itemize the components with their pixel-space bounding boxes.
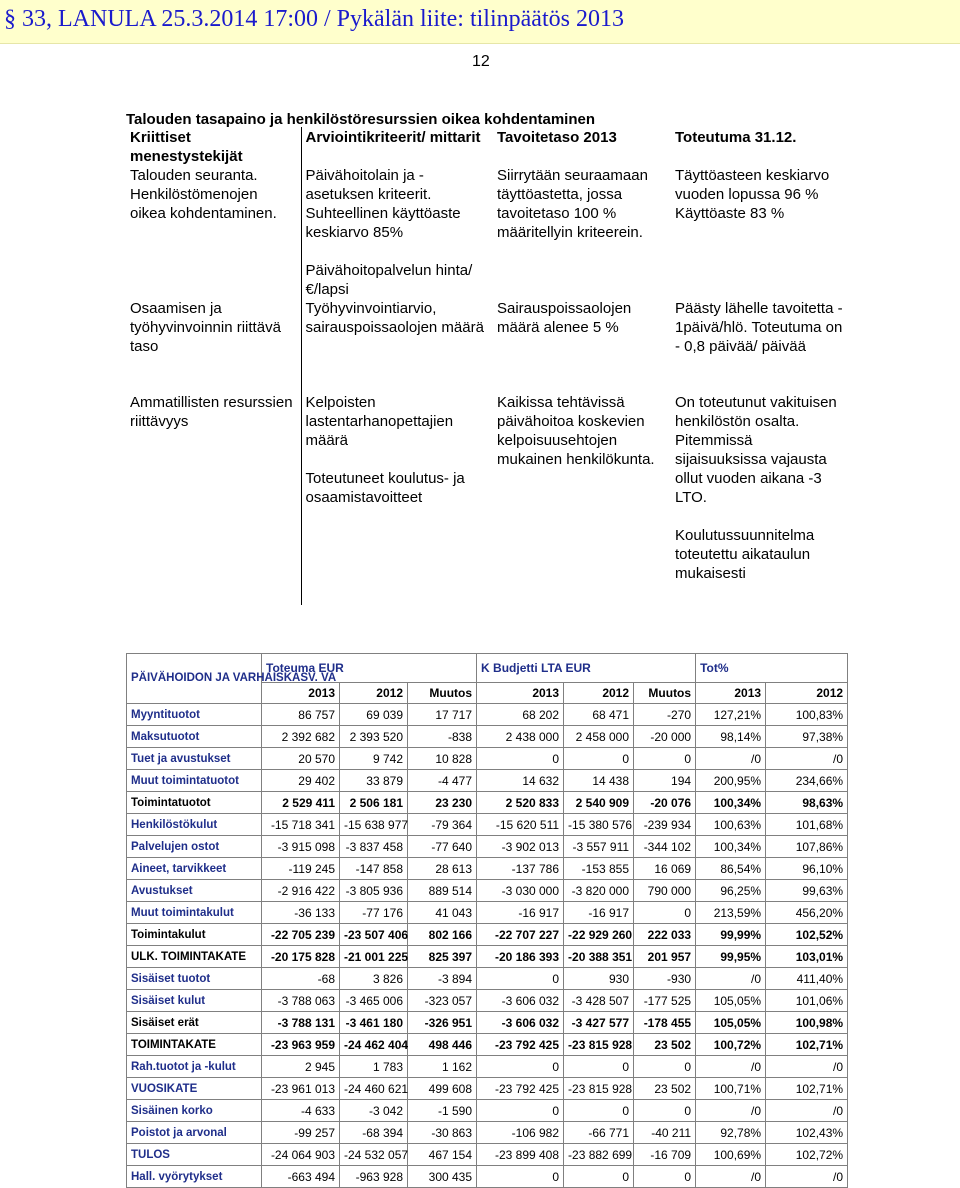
finance-year-header: 2012 [564,683,634,704]
finance-cell: 29 402 [262,770,340,792]
finance-row [127,792,848,814]
finance-cell: -3 837 458 [340,836,408,858]
finance-group-header-row [127,654,848,683]
finance-cell: /0 [696,968,766,990]
finance-cell: 100,72% [696,1034,766,1056]
finance-cell: 790 000 [634,880,696,902]
finance-cell: -3 557 911 [564,836,634,858]
finance-cell: -79 364 [408,814,477,836]
finance-cell: -3 427 577 [564,1012,634,1034]
finance-year-header: 2013 [696,683,766,704]
finance-cell: 0 [634,748,696,770]
finance-cell: -24 460 621 [340,1078,408,1100]
criteria-outcome: Täyttöasteen keskiarvo vuoden lopussa 96 % Käyttöaste 83 % [675,167,830,222]
finance-cell: 98,14% [696,726,766,748]
finance-cell: -22 707 227 [477,924,564,946]
finance-cell: 100,63% [696,814,766,836]
finance-cell: -68 [262,968,340,990]
finance-cell: -3 428 507 [564,990,634,1012]
finance-cell: -178 455 [634,1012,696,1034]
finance-cell: -23 792 425 [477,1034,564,1056]
finance-cell: 234,66% [766,770,848,792]
finance-cell: -326 951 [408,1012,477,1034]
finance-cell: 2 392 682 [262,726,340,748]
finance-row-label: Sisäiset kulut [127,990,262,1012]
finance-cell: -23 961 013 [262,1078,340,1100]
finance-table [126,653,848,1188]
criteria-target: Kaikissa tehtävissä päivähoitoa koskevien kelpoisuusehtojen mukainen henkilökunta. [497,394,655,468]
finance-row [127,1078,848,1100]
finance-row [127,858,848,880]
finance-row-label: Myyntituotot [127,704,262,726]
criteria-row [126,393,848,605]
finance-row-label: Sisäiset erät [127,1012,262,1034]
finance-cell: 103,01% [766,946,848,968]
finance-row [127,1012,848,1034]
finance-cell: -20 000 [634,726,696,748]
finance-cell: 213,59% [696,902,766,924]
criteria-header-indicator: Arviointikriteerit/ mittarit [301,127,493,166]
finance-cell: 23 502 [634,1078,696,1100]
finance-cell: 98,63% [766,792,848,814]
finance-cell: -838 [408,726,477,748]
criteria-indicator-text: Päivähoitolain ja -asetuksen kriteerit. Suhteellinen käyttöaste keskiarvo 85% [305,167,461,241]
finance-cell: 0 [477,968,564,990]
finance-cell: 86 757 [262,704,340,726]
section-title: Talouden tasapaino ja henkilöstöresurssien oikea kohdentaminen [126,111,596,128]
finance-cell: -77 640 [408,836,477,858]
finance-cell: 101,68% [766,814,848,836]
finance-group-actual: Toteuma EUR [262,654,477,683]
finance-cell: -20 186 393 [477,946,564,968]
finance-cell: -23 899 408 [477,1144,564,1166]
finance-cell: 802 166 [408,924,477,946]
finance-cell: 100,83% [766,704,848,726]
criteria-target: Sairauspoissaolojen määrä alenee 5 % [497,300,632,336]
finance-row [127,836,848,858]
criteria-header-outcome: Toteutuma 31.12. [675,129,797,146]
finance-cell: -963 928 [340,1166,408,1188]
criteria-factor: Talouden seuranta. Henkilöstömenojen oikea kohdentaminen. [130,167,277,222]
criteria-table [126,127,849,605]
finance-row [127,1100,848,1122]
finance-cell: 222 033 [634,924,696,946]
finance-cell: 69 039 [340,704,408,726]
finance-cell: -16 709 [634,1144,696,1166]
finance-row-label: ULK. TOIMINTAKATE [127,946,262,968]
finance-cell: -3 902 013 [477,836,564,858]
finance-row-label: Avustukset [127,880,262,902]
finance-row-label: Hall. vyörytykset [127,1166,262,1188]
finance-cell: 102,52% [766,924,848,946]
finance-cell: 2 458 000 [564,726,634,748]
finance-cell: 68 202 [477,704,564,726]
finance-cell: -30 863 [408,1122,477,1144]
criteria-outcome [671,393,848,605]
finance-cell: 107,86% [766,836,848,858]
finance-cell: 930 [564,968,634,990]
finance-cell: -3 030 000 [477,880,564,902]
finance-cell: -3 805 936 [340,880,408,902]
finance-row-label: VUOSIKATE [127,1078,262,1100]
finance-row [127,1034,848,1056]
finance-cell: 86,54% [696,858,766,880]
finance-cell: -3 915 098 [262,836,340,858]
finance-cell: -20 076 [634,792,696,814]
finance-cell: /0 [766,1100,848,1122]
finance-cell: -23 507 406 [340,924,408,946]
finance-cell: 100,71% [696,1078,766,1100]
finance-cell: -15 718 341 [262,814,340,836]
finance-cell: -15 380 576 [564,814,634,836]
finance-cell: -20 175 828 [262,946,340,968]
finance-row-label: TOIMINTAKATE [127,1034,262,1056]
finance-row-label: Muut toimintakulut [127,902,262,924]
finance-cell: -16 917 [564,902,634,924]
finance-cell: 2 393 520 [340,726,408,748]
finance-cell: -119 245 [262,858,340,880]
finance-cell: 2 438 000 [477,726,564,748]
finance-cell: -3 606 032 [477,990,564,1012]
finance-row-label: Henkilöstökulut [127,814,262,836]
finance-cell: 2 529 411 [262,792,340,814]
finance-cell: -24 462 404 [340,1034,408,1056]
finance-cell: 97,38% [766,726,848,748]
finance-year-header: 2013 [262,683,340,704]
finance-cell: -1 590 [408,1100,477,1122]
finance-cell: -15 620 511 [477,814,564,836]
finance-cell: -270 [634,704,696,726]
criteria-indicator-text: Kelpoisten lastentarhanopettajien määrä [305,394,454,449]
finance-cell: -3 461 180 [340,1012,408,1034]
finance-row [127,924,848,946]
finance-row [127,814,848,836]
finance-cell: 23 502 [634,1034,696,1056]
document-header-banner: § 33, LANULA 25.3.2014 17:00 / Pykälän liite: tilinpäätös 2013 [0,0,960,44]
finance-cell: -3 894 [408,968,477,990]
finance-row-label: Sisäiset tuotot [127,968,262,990]
finance-cell: 17 717 [408,704,477,726]
finance-cell: 0 [477,1166,564,1188]
finance-row-label: Palvelujen ostot [127,836,262,858]
criteria-outcome: Päästy lähelle tavoitetta - 1päivä/hlö. Toteutuma on - 0,8 päivää/ päivää [675,300,843,355]
finance-cell: 99,95% [696,946,766,968]
finance-cell: -24 532 057 [340,1144,408,1166]
finance-cell: -3 042 [340,1100,408,1122]
finance-cell: 0 [564,748,634,770]
finance-cell: -77 176 [340,902,408,924]
finance-cell: -40 211 [634,1122,696,1144]
finance-row [127,1144,848,1166]
finance-cell: 2 540 909 [564,792,634,814]
finance-cell: /0 [696,1166,766,1188]
finance-year-header: Muutos [408,683,477,704]
finance-corner-label: PÄIVÄHOIDON JA VARHAISKASV. VA [127,654,262,704]
finance-cell: -4 633 [262,1100,340,1122]
finance-cell: -177 525 [634,990,696,1012]
finance-cell: -323 057 [408,990,477,1012]
finance-cell: 16 069 [634,858,696,880]
finance-cell: 100,34% [696,836,766,858]
finance-cell: -663 494 [262,1166,340,1188]
finance-cell: -344 102 [634,836,696,858]
finance-cell: /0 [766,748,848,770]
finance-cell: 10 828 [408,748,477,770]
finance-cell: -23 815 928 [564,1078,634,1100]
finance-cell: 28 613 [408,858,477,880]
finance-cell: 499 608 [408,1078,477,1100]
finance-cell: 0 [634,1100,696,1122]
finance-cell: 14 632 [477,770,564,792]
finance-cell: -23 963 959 [262,1034,340,1056]
finance-cell: -23 792 425 [477,1078,564,1100]
finance-cell: 101,06% [766,990,848,1012]
finance-cell: 14 438 [564,770,634,792]
finance-cell: 200,95% [696,770,766,792]
finance-row-label: Muut toimintatuotot [127,770,262,792]
criteria-indicator-extra: Päivähoitopalvelun hinta/€/lapsi [305,262,473,298]
finance-cell: -20 388 351 [564,946,634,968]
finance-row-label: Tuet ja avustukset [127,748,262,770]
finance-row-label: Toimintakulut [127,924,262,946]
finance-row-label: Aineet, tarvikkeet [127,858,262,880]
finance-row [127,770,848,792]
finance-cell: 100,34% [696,792,766,814]
finance-cell: 3 826 [340,968,408,990]
finance-row [127,968,848,990]
finance-cell: 105,05% [696,990,766,1012]
finance-cell: 127,21% [696,704,766,726]
finance-year-header: 2012 [766,683,848,704]
finance-cell: -106 982 [477,1122,564,1144]
finance-cell: 96,25% [696,880,766,902]
finance-row-label: Maksutuotot [127,726,262,748]
criteria-outcome-text: On toteutunut vakituisen henkilöstön osalta. Pitemmissä sijaisuuksissa vajausta ollut vuoden aikana -3 LTO. [675,394,837,506]
criteria-target: Siirrytään seuraamaan täyttöastetta, jossa tavoitetaso 100 % määritellyin kriteerein. [497,167,648,241]
finance-cell: 0 [634,902,696,924]
finance-cell: -22 705 239 [262,924,340,946]
finance-row [127,990,848,1012]
criteria-factor: Ammatillisten resurssien riittävyys [130,394,293,430]
finance-cell: 92,78% [696,1122,766,1144]
finance-cell: 889 514 [408,880,477,902]
finance-group-budget: K Budjetti LTA EUR [477,654,696,683]
finance-year-header: 2013 [477,683,564,704]
finance-cell: 0 [634,1166,696,1188]
finance-cell: 102,72% [766,1144,848,1166]
finance-cell: /0 [696,748,766,770]
finance-row-label: Rah.tuotot ja -kulut [127,1056,262,1078]
finance-cell: 498 446 [408,1034,477,1056]
finance-cell: /0 [766,1056,848,1078]
finance-cell: 0 [634,1056,696,1078]
finance-cell: -930 [634,968,696,990]
finance-group-percent: Tot% [696,654,848,683]
finance-cell: 0 [564,1056,634,1078]
finance-cell: -3 606 032 [477,1012,564,1034]
finance-cell: 1 783 [340,1056,408,1078]
criteria-indicator [301,393,493,605]
finance-cell: -153 855 [564,858,634,880]
finance-cell: -137 786 [477,858,564,880]
finance-table-body [127,704,848,1188]
finance-row-label: Toimintatuotot [127,792,262,814]
criteria-outcome-extra: Koulutussuunnitelma toteutettu aikataulun mukaisesti [675,527,815,582]
finance-cell: 1 162 [408,1056,477,1078]
finance-row-label: Sisäinen korko [127,1100,262,1122]
finance-cell: /0 [766,1166,848,1188]
finance-cell: -68 394 [340,1122,408,1144]
finance-row [127,1056,848,1078]
finance-cell: 194 [634,770,696,792]
finance-row [127,704,848,726]
finance-cell: 825 397 [408,946,477,968]
finance-cell: 102,43% [766,1122,848,1144]
finance-cell: 23 230 [408,792,477,814]
finance-cell: 467 154 [408,1144,477,1166]
criteria-header-row [126,127,848,166]
criteria-indicator: Työhyvinvointiarvio, sairauspoissaolojen määrä [301,299,493,393]
finance-cell: -4 477 [408,770,477,792]
finance-cell: -22 929 260 [564,924,634,946]
finance-cell: -24 064 903 [262,1144,340,1166]
finance-row [127,902,848,924]
finance-cell: -36 133 [262,902,340,924]
finance-cell: -147 858 [340,858,408,880]
finance-cell: 33 879 [340,770,408,792]
finance-cell: -3 788 063 [262,990,340,1012]
finance-cell: 411,40% [766,968,848,990]
finance-year-header: Muutos [634,683,696,704]
finance-cell: -3 465 006 [340,990,408,1012]
finance-cell: -23 815 928 [564,1034,634,1056]
finance-cell: 0 [477,748,564,770]
finance-cell: 99,99% [696,924,766,946]
finance-cell: 99,63% [766,880,848,902]
finance-cell: 0 [564,1166,634,1188]
finance-row [127,946,848,968]
finance-cell: 456,20% [766,902,848,924]
criteria-row [126,299,848,393]
finance-row [127,880,848,902]
finance-cell: -66 771 [564,1122,634,1144]
finance-cell: -99 257 [262,1122,340,1144]
finance-cell: 100,98% [766,1012,848,1034]
finance-cell: 96,10% [766,858,848,880]
criteria-header-factor: Kriittiset menestystekijät [130,129,243,165]
finance-cell: 20 570 [262,748,340,770]
criteria-indicator-extra: Toteutuneet koulutus- ja osaamistavoitteet [305,470,465,506]
page-number: 12 [472,53,490,70]
finance-cell: -16 917 [477,902,564,924]
finance-row-label: TULOS [127,1144,262,1166]
finance-cell: 68 471 [564,704,634,726]
finance-row-label: Poistot ja arvonal [127,1122,262,1144]
finance-cell: 102,71% [766,1034,848,1056]
finance-row [127,1122,848,1144]
finance-cell: 0 [477,1100,564,1122]
criteria-header-target: Tavoitetaso 2013 [497,129,617,146]
finance-cell: 2 506 181 [340,792,408,814]
finance-cell: 2 945 [262,1056,340,1078]
finance-cell: 201 957 [634,946,696,968]
finance-cell: -3 788 131 [262,1012,340,1034]
finance-year-header: 2012 [340,683,408,704]
criteria-indicator [301,166,493,299]
finance-cell: 105,05% [696,1012,766,1034]
finance-cell: 100,69% [696,1144,766,1166]
criteria-factor: Osaamisen ja työhyvinvoinnin riittävä taso [130,300,281,355]
finance-cell: 0 [564,1100,634,1122]
finance-cell: /0 [696,1100,766,1122]
finance-cell: 0 [477,1056,564,1078]
finance-cell: -2 916 422 [262,880,340,902]
finance-cell: 2 520 833 [477,792,564,814]
criteria-row [126,166,848,299]
finance-cell: 300 435 [408,1166,477,1188]
finance-cell: -15 638 977 [340,814,408,836]
finance-row [127,726,848,748]
finance-cell: /0 [696,1056,766,1078]
finance-cell: -3 820 000 [564,880,634,902]
finance-cell: -21 001 225 [340,946,408,968]
finance-cell: 41 043 [408,902,477,924]
finance-row [127,1166,848,1188]
finance-row [127,748,848,770]
finance-cell: -239 934 [634,814,696,836]
finance-cell: 9 742 [340,748,408,770]
finance-cell: 102,71% [766,1078,848,1100]
finance-cell: -23 882 699 [564,1144,634,1166]
